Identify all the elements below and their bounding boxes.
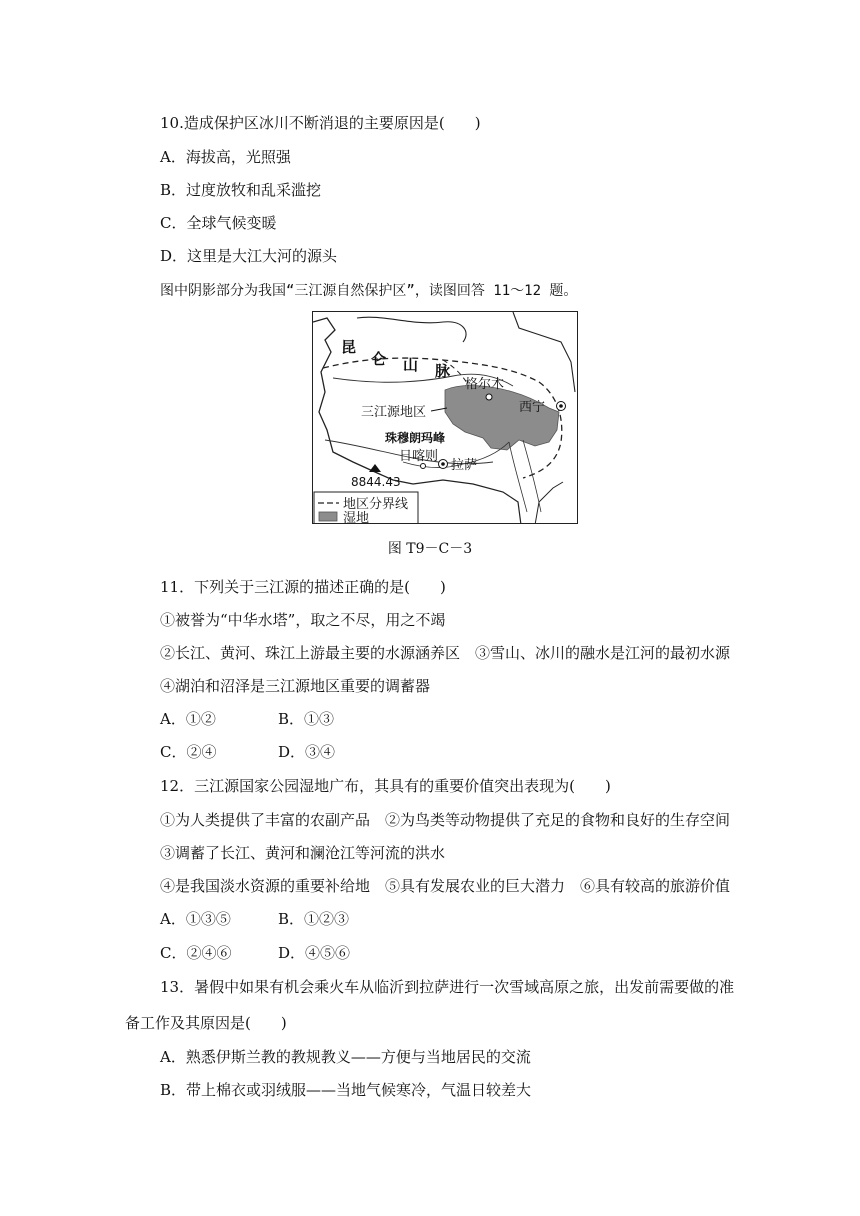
legend-boundary-label: 地区分界线 — [343, 497, 409, 512]
q13-stem-line-1: 13．暑假中如果有机会乘火车从临沂到拉萨进行一次雪域高原之旅，出发前需要做的准 — [160, 978, 735, 996]
border-line-south — [413, 480, 521, 524]
figure-caption: 图 T9－C－3 — [387, 541, 473, 557]
q10-option-c: C．全球气候变暖 — [160, 214, 277, 232]
q10-option-d: D．这里是大江大河的源头 — [160, 247, 338, 265]
q13-option-a: A．熟悉伊斯兰教的教规教义——方便与当地居民的交流 — [160, 1048, 531, 1066]
everest-peak-icon — [369, 464, 381, 472]
legend-wetland-label: 湿地 — [343, 511, 370, 525]
q12-option-d: D．④⑤⑥ — [278, 944, 351, 962]
shigatse-marker — [421, 464, 426, 469]
golmud-marker — [486, 394, 492, 400]
q10-stem: 10.造成保护区冰川不断消退的主要原因是( ) — [160, 114, 481, 132]
sanjiangyuan-map — [312, 311, 578, 524]
map-intro: 图中阴影部分为我国“三江源自然保护区”，读图回答 11～12 题。 — [160, 283, 578, 299]
q10-option-b: B．过度放牧和乱采滥挖 — [160, 181, 322, 199]
golmud-label: 格尔木 — [465, 377, 505, 392]
border-line-northeast — [513, 312, 575, 392]
q12-statement-2: ③调蓄了长江、黄河和澜沧江等河流的洪水 — [160, 844, 446, 862]
q13-option-b: B．带上棉衣或羽绒服——当地气候寒冷，气温日较差大 — [160, 1081, 532, 1099]
q12-stem: 12．三江源国家公园湿地广布，其具有的重要价值突出表现为( ) — [160, 777, 611, 795]
q12-statement-1: ①为人类提供了丰富的农副产品 ②为鸟类等动物提供了充足的食物和良好的生存空间 — [160, 811, 731, 829]
elevation-label: 8844.43 — [351, 475, 401, 489]
q12-option-b: B．①②③ — [278, 910, 350, 928]
everest-label: 珠穆朗玛峰 — [385, 431, 446, 445]
kunlun-label-1: 昆 — [341, 338, 357, 356]
border-line-north — [357, 317, 466, 342]
lhasa-label: 拉萨 — [451, 458, 478, 473]
q11-statement-2: ②长江、黄河、珠江上游最主要的水源涵养区 ③雪山、冰川的融水是江河的最初水源 — [160, 644, 731, 662]
kunlun-label-4: 脉 — [435, 362, 451, 380]
legend-wetland-icon — [319, 512, 337, 521]
q11-option-b: B．①③ — [278, 710, 335, 728]
q11-statement-1: ①被誉为“中华水塔”，取之不尽，用之不竭 — [160, 611, 446, 629]
river-line — [523, 440, 541, 512]
q12-option-c: C．②④⑥ — [160, 944, 232, 962]
q12-statement-3: ④是我国淡水资源的重要补给地 ⑤具有发展农业的巨大潜力 ⑥具有较高的旅游价值 — [160, 877, 731, 895]
kunlun-label-2: 仑 — [371, 350, 387, 368]
q11-statement-3: ④湖泊和沼泽是三江源地区重要的调蓄器 — [160, 677, 431, 695]
sanjiangyuan-wetland — [445, 386, 559, 450]
q11-option-d: D．③④ — [278, 743, 336, 761]
q11-stem: 11．下列关于三江源的描述正确的是( ) — [160, 578, 446, 596]
q13-stem-line-2: 备工作及其原因是( ) — [125, 1014, 287, 1032]
sanjiangyuan-label: 三江源地区 — [361, 405, 427, 420]
shigatse-label: 日喀则 — [399, 449, 439, 464]
q12-option-a: A．①③⑤ — [160, 910, 231, 928]
kunlun-label-3: 山 — [403, 356, 419, 374]
q11-option-c: C．②④ — [160, 743, 217, 761]
q11-option-a: A．①② — [160, 710, 216, 728]
lhasa-marker-dot — [441, 462, 445, 466]
q10-option-a: A．海拔高，光照强 — [160, 148, 291, 166]
xining-label: 西宁 — [519, 400, 546, 415]
border-line-west — [313, 318, 413, 484]
xining-marker-dot — [559, 404, 563, 408]
